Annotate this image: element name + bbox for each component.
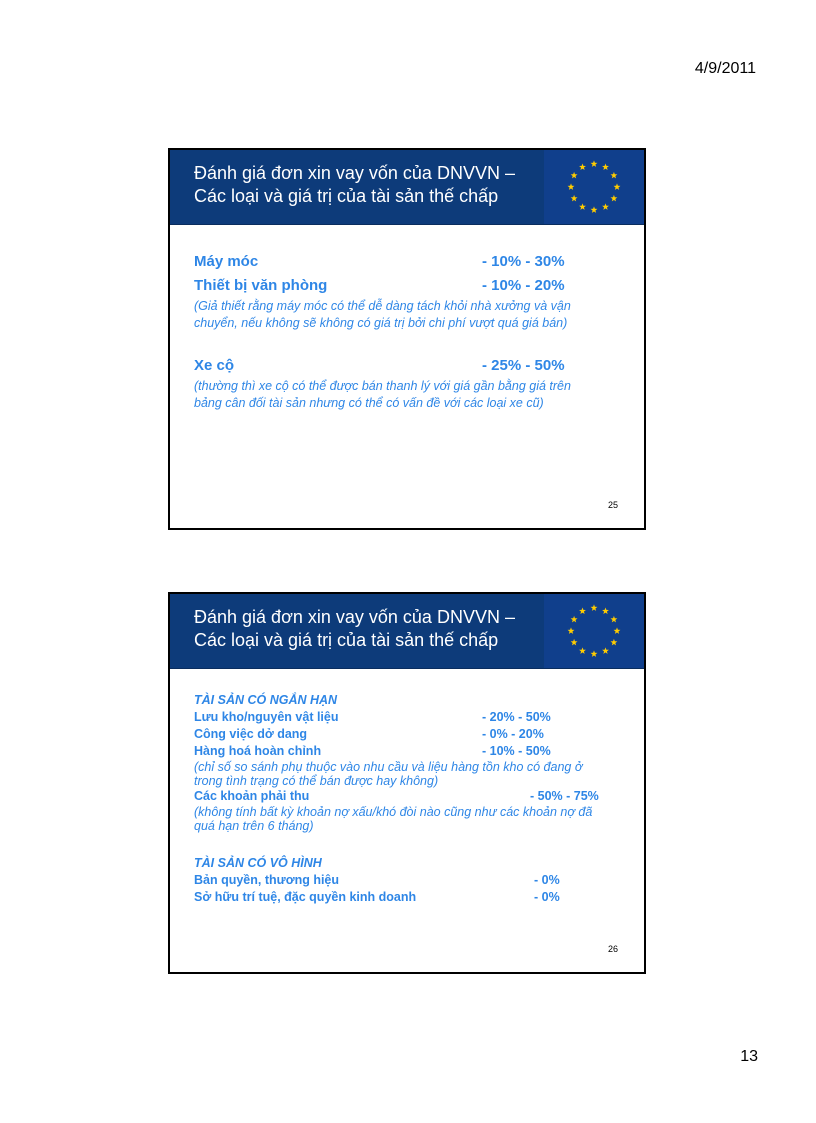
collateral-row-office-equipment <box>194 274 624 298</box>
row-value: - 0% - 20% <box>482 727 544 741</box>
flag-star <box>591 650 598 657</box>
row-label: Sở hữu trí tuệ, đặc quyền kinh doanh <box>194 890 417 904</box>
collateral-row-ip <box>194 889 624 906</box>
collateral-row-machinery <box>194 250 624 274</box>
row-label: Máy móc <box>194 253 259 270</box>
note-line: chuyển, nếu không sẽ không có giá trị bởi chi phí vượt quá giá bán) <box>194 316 568 330</box>
note-vehicles <box>194 378 624 412</box>
row-label: Thiết bị văn phòng <box>194 277 328 294</box>
slide-title <box>194 606 554 652</box>
section-title-short-term: TÀI SẢN CÓ NGẮN HẠN <box>194 693 338 707</box>
row-label: Lưu kho/nguyên vật liệu <box>194 710 339 724</box>
row-value: - 10% - 50% <box>482 744 551 758</box>
note-machinery <box>194 298 624 332</box>
page-date: 4/9/2011 <box>694 60 756 77</box>
flag-star <box>591 206 598 213</box>
slide-25 <box>168 148 646 530</box>
flag-star <box>579 647 586 654</box>
row-label: Xe cộ <box>194 357 235 374</box>
slide-title-line-1: Đánh giá đơn xin vay vốn của DNVVN – <box>194 163 515 183</box>
slide-body <box>194 250 624 412</box>
flag-star <box>602 607 609 614</box>
note-line: (thường thì xe cộ có thể được bán thanh lý với giá gần bằng giá trên <box>194 379 571 393</box>
flag-star <box>602 203 609 210</box>
slide-header <box>170 150 644 225</box>
flag-star <box>568 627 575 634</box>
slide-26 <box>168 592 646 974</box>
note-line: quá hạn trên 6 tháng) <box>194 819 314 833</box>
flag-star <box>610 639 617 646</box>
row-label: Hàng hoá hoàn chỉnh <box>194 744 322 758</box>
row-value: - 10% - 20% <box>482 277 565 294</box>
page-number: 13 <box>740 1048 758 1065</box>
eu-flag-icon <box>544 594 644 668</box>
row-label: Công việc dở dang <box>194 727 308 741</box>
collateral-row-receivables <box>194 788 624 805</box>
row-value: - 0% <box>534 890 560 904</box>
row-value: - 25% - 50% <box>482 357 565 374</box>
flag-star <box>591 604 598 611</box>
collateral-row-inventory <box>194 709 624 726</box>
row-value: - 0% <box>534 873 560 887</box>
slide-number: 26 <box>607 944 618 954</box>
slide-title-line-2: Các loại và giá trị của tài sản thế chấp <box>194 186 499 206</box>
flag-star <box>571 616 578 623</box>
slide-title <box>194 162 554 208</box>
flag-star <box>579 163 586 170</box>
flag-star <box>571 195 578 202</box>
flag-star <box>571 639 578 646</box>
row-label: Bản quyền, thương hiệu <box>194 873 340 887</box>
collateral-row-vehicles <box>194 354 624 378</box>
flag-star <box>571 172 578 179</box>
slide-header <box>170 594 644 669</box>
row-value: - 50% - 75% <box>530 789 599 803</box>
slide-body <box>194 692 624 906</box>
note-line: bảng cân đối tài sản nhưng có thể có vấn đề với các loại xe cũ) <box>194 396 544 410</box>
slide-number: 25 <box>607 500 618 510</box>
flag-star <box>610 616 617 623</box>
note-receivables <box>194 805 624 833</box>
note-inventory <box>194 760 624 788</box>
note-line: (chỉ số so sánh phụ thuộc vào nhu cầu và liệu hàng tồn kho có đang ở <box>194 760 583 774</box>
slide-title-line-2: Các loại và giá trị của tài sản thế chấp <box>194 630 499 650</box>
collateral-row-copyright <box>194 872 624 889</box>
flag-star <box>610 172 617 179</box>
row-label: Các khoản phải thu <box>194 789 310 803</box>
eu-flag-icon <box>544 150 644 224</box>
flag-star <box>602 647 609 654</box>
collateral-row-finished-goods <box>194 743 624 760</box>
flag-star <box>602 163 609 170</box>
flag-star <box>591 160 598 167</box>
flag-star <box>579 607 586 614</box>
note-line: (không tính bất kỳ khoản nợ xấu/khó đòi nào cũng như các khoản nợ đã <box>194 805 593 819</box>
flag-star <box>610 195 617 202</box>
slide-title-line-1: Đánh giá đơn xin vay vốn của DNVVN – <box>194 607 515 627</box>
flag-star <box>568 183 575 190</box>
row-value: - 10% - 30% <box>482 253 565 270</box>
row-value: - 20% - 50% <box>482 710 551 724</box>
note-line: (Giả thiết rằng máy móc có thể dễ dàng tách khỏi nhà xưởng và vận <box>194 299 571 313</box>
flag-star <box>614 183 621 190</box>
flag-star <box>579 203 586 210</box>
note-line: trong tình trạng có thể bán được hay không) <box>194 774 439 788</box>
flag-star <box>614 627 621 634</box>
collateral-row-work-in-progress <box>194 726 624 743</box>
section-title-intangible: TÀI SẢN CÓ VÔ HÌNH <box>194 856 322 870</box>
